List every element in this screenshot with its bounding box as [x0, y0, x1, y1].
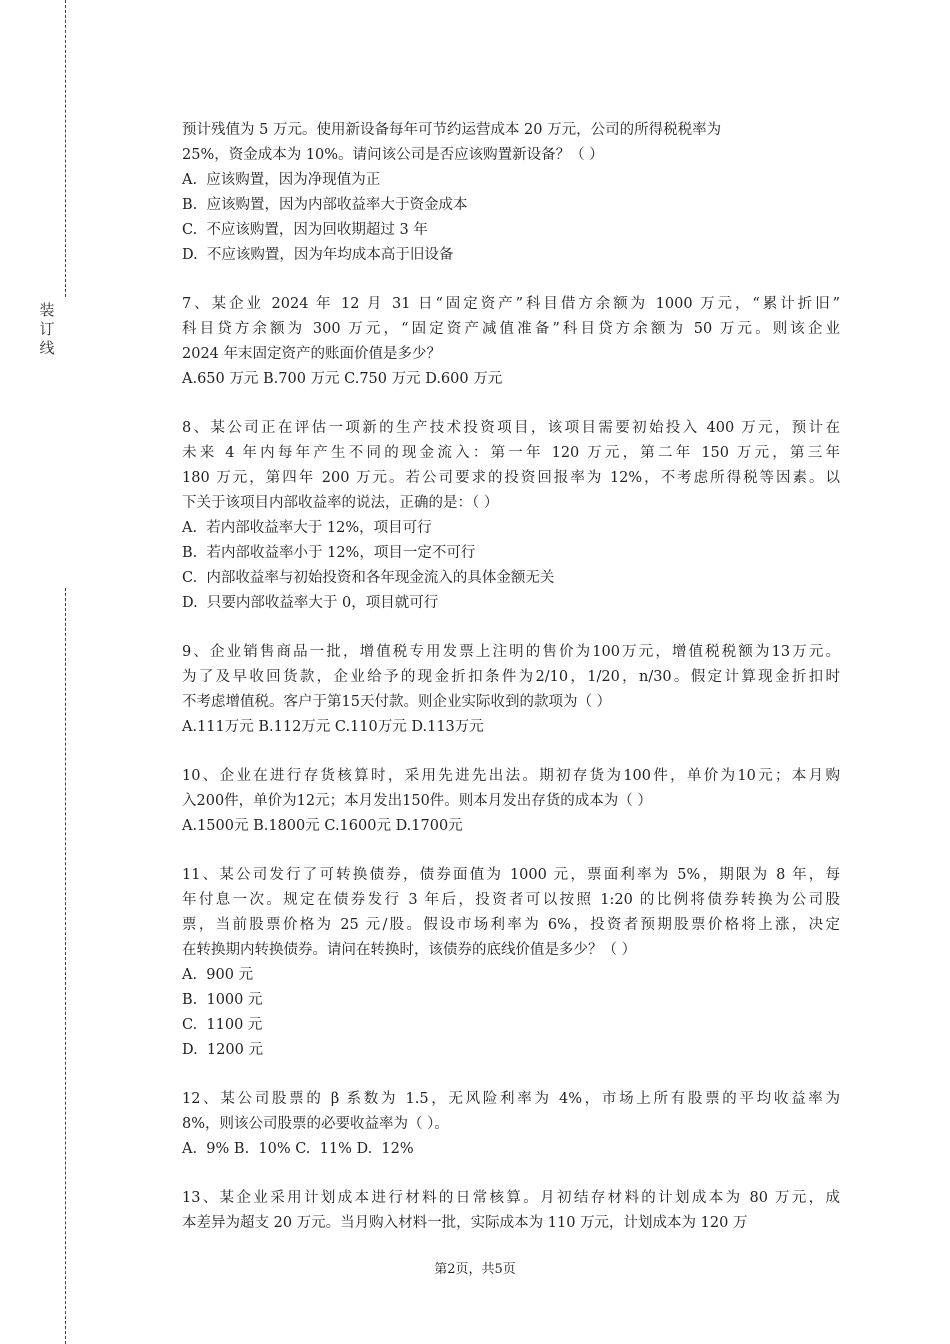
binding-char: 订	[39, 320, 55, 338]
binding-line-bottom	[65, 588, 66, 1344]
binding-label	[36, 301, 58, 358]
question-line: A. 若内部收益率大于 12%，项目可行	[182, 520, 432, 536]
page-footer: 第2页，共5页	[434, 1262, 516, 1277]
question-line: 11、某公司发行了可转换债券，债券面值为 1000 元，票面利率为 5%，期限为 8 年，每	[182, 867, 840, 883]
question-line: A. 应该购置，因为净现值为正	[182, 172, 381, 188]
question-line: 年付息一次。规定在债券发行 3 年后，投资者可以按照 1:20 的比例将债券转换为公司股	[182, 892, 840, 908]
question-block	[182, 416, 840, 616]
question-line: 在转换期内转换债券。请问在转换时，该债券的底线价值是多少？（ ）	[182, 942, 637, 958]
question-block	[182, 640, 840, 740]
question-line: 本差异为超支 20 万元。当月购入材料一批，实际成本为 110 万元，计划成本为 120 万	[182, 1215, 748, 1231]
question-line: 8、某公司正在评估一项新的生产技术投资项目，该项目需要初始投入 400 万元，预计在	[182, 420, 840, 436]
question-line: 13、某企业采用计划成本进行材料的日常核算。月初结存材料的计划成本为 80 万元，成	[182, 1190, 840, 1206]
question-line: 票，当前股票价格为 25 元/股。假设市场利率为 6%，投资者预期股票价格将上涨，决定	[182, 917, 840, 933]
question-line: A. 900 元	[182, 967, 254, 983]
question-line: A.650 万元 B.700 万元 C.750 万元 D.600 万元	[182, 371, 503, 387]
question-line: 预计残值为 5 万元。使用新设备每年可节约运营成本 20 万元，公司的所得税税率为	[182, 122, 722, 138]
binding-char: 线	[39, 339, 55, 357]
question-line: 2024 年末固定资产的账面价值是多少？	[182, 346, 442, 362]
question-line: 25%，资金成本为 10%。请问该公司是否应该购置新设备？（ ）	[182, 147, 604, 163]
question-line: 9、企业销售商品一批，增值税专用发票上注明的售价为100万元，增值税税额为13万元。	[182, 644, 840, 660]
question-content	[182, 118, 840, 1260]
question-block	[182, 764, 840, 839]
question-line: 180 万元，第四年 200 万元。若公司要求的投资回报率为 12%，不考虑所得税等因素。以	[182, 470, 840, 486]
question-line: 未来 4 年内每年产生不同的现金流入：第一年 120 万元，第二年 150 万元，第三年	[182, 445, 840, 461]
question-line: 下关于该项目内部收益率的说法，正确的是：（ ）	[182, 495, 499, 511]
question-line: 为了及早收回货款，企业给予的现金折扣条件为2/10，1/20，n/30。假定计算现金折扣时	[182, 669, 840, 685]
binding-line-top	[65, 0, 66, 297]
question-line: 7、某企业 2024 年 12 月 31 日“固定资产”科目借方余额为 1000 万元，“累计折旧”	[182, 296, 840, 312]
question-line: 12、某公司股票的 β 系数为 1.5，无风险利率为 4%，市场上所有股票的平均收益率为	[182, 1091, 840, 1107]
question-block	[182, 1186, 840, 1236]
question-line: A.1500元 B.1800元 C.1600元 D.1700元	[182, 818, 463, 834]
question-line: D. 1200 元	[182, 1042, 263, 1058]
question-line: 8%，则该公司股票的必要收益率为（ ）。	[182, 1116, 449, 1132]
question-block	[182, 1087, 840, 1162]
question-line: C. 1100 元	[182, 1017, 263, 1033]
question-line: C. 不应该购置，因为回收期超过 3 年	[182, 222, 428, 238]
question-line: B. 1000 元	[182, 992, 263, 1008]
question-line: B. 应该购置，因为内部收益率大于资金成本	[182, 197, 468, 213]
question-line: D. 只要内部收益率大于 0，项目就可行	[182, 595, 439, 611]
binding-char: 装	[39, 301, 55, 319]
question-line: 科目贷方余额为 300 万元，“固定资产减值准备”科目贷方余额为 50 万元。则该企业	[182, 321, 840, 337]
question-line: 10、企业在进行存货核算时，采用先进先出法。期初存货为100件，单价为10元；本月购	[182, 768, 840, 784]
question-line: 不考虑增值税。客户于第15天付款。则企业实际收到的款项为（ ）	[182, 694, 612, 710]
question-line: A. 9% B. 10% C. 11% D. 12%	[182, 1141, 414, 1157]
question-line: C. 内部收益率与初始投资和各年现金流入的具体金额无关	[182, 570, 555, 586]
question-line: D. 不应该购置，因为年均成本高于旧设备	[182, 247, 454, 263]
question-line: B. 若内部收益率小于 12%，项目一定不可行	[182, 545, 476, 561]
question-block	[182, 863, 840, 1063]
question-block	[182, 118, 840, 268]
question-line: A.111万元 B.112万元 C.110万元 D.113万元	[182, 719, 484, 735]
question-line: 入200件，单价为12元；本月发出150件。则本月发出存货的成本为（ ）	[182, 793, 652, 809]
question-block	[182, 292, 840, 392]
